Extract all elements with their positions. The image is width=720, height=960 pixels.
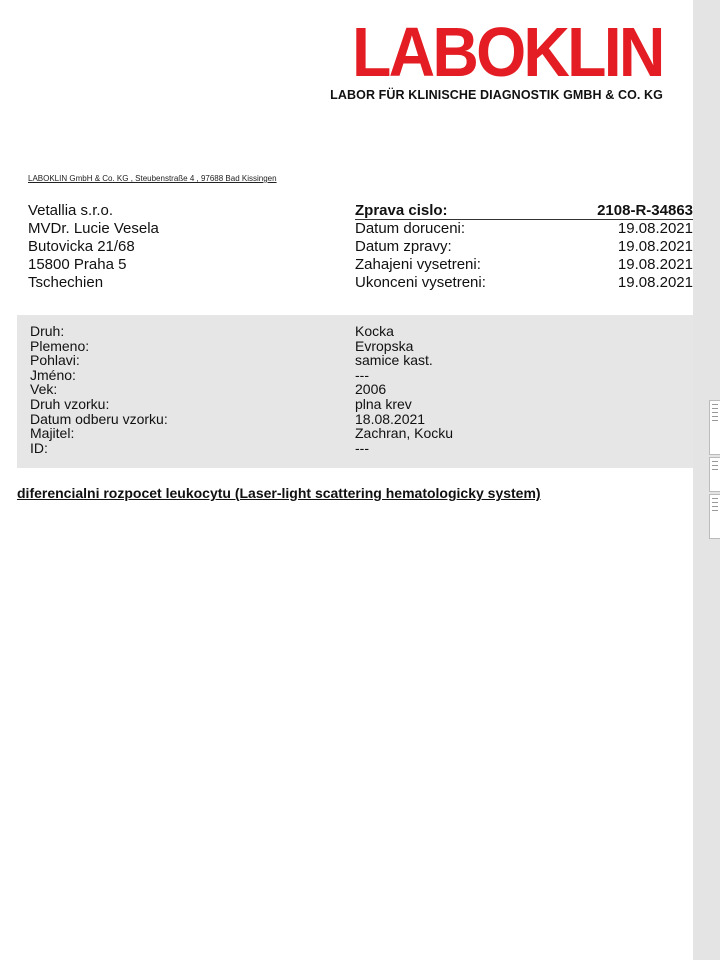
page-thumbnail[interactable] [709,494,720,539]
report-row [355,274,693,292]
report-label: Ukonceni vysetreni: [355,274,486,291]
address-line: Vetallia s.r.o. [28,202,114,219]
section-heading: diferencialni rozpocet leukocytu (Laser-light scattering hematologicky system) [17,485,541,501]
address-line: 15800 Praha 5 [28,256,127,273]
patient-value: Kocka [355,323,394,339]
report-row [355,238,693,256]
report-value: 19.08.2021 [617,238,693,255]
patient-value: 2006 [355,381,387,398]
report-value: 2108-R-34863 [597,202,693,219]
report-row [355,256,693,274]
patient-value: Evropska [355,337,414,354]
patient-labels [30,324,168,455]
patient-label: Plemeno: [30,337,90,354]
report-value: 19.08.2021 [617,274,693,291]
report-label: Zahajeni vysetreni: [355,256,481,273]
patient-label: Vek: [30,381,58,398]
logo-wordmark: LABOKLIN [352,13,663,91]
address-line: Butovicka 21/68 [28,238,135,255]
report-label: Datum zpravy: [355,238,452,255]
patient-value: Zachran, Kocku [355,425,454,442]
report-label: Zprava cislo: [355,202,448,219]
report-label: Datum doruceni: [355,220,466,237]
patient-value: plna krev [355,395,412,412]
report-value: 19.08.2021 [617,256,693,273]
patient-value: --- [355,439,369,456]
report-row [355,220,693,238]
report-info [355,202,693,292]
patient-value: --- [355,366,369,383]
page-thumbnail[interactable] [709,457,720,492]
recipient-address [28,202,159,292]
laboklin-logo [325,13,663,102]
patient-label: Datum odberu vzorku: [30,410,168,427]
address-line: Tschechien [28,274,104,291]
address-line: MVDr. Lucie Vesela [28,220,159,237]
patient-value: samice kast. [355,352,433,369]
patient-values [355,324,453,455]
logo-subtitle: LABOR FÜR KLINISCHE DIAGNOSTIK GMBH & CO. KG [330,88,663,102]
report-number-row [355,202,693,220]
patient-label: Majitel: [30,425,75,442]
sender-address-line: LABOKLIN GmbH & Co. KG , Steubenstraße 4 , 97688 Bad Kissingen [28,174,277,183]
patient-label: ID: [30,439,48,456]
page-thumbnail[interactable] [709,400,720,455]
patient-info-box [17,315,693,468]
report-value: 19.08.2021 [617,220,693,237]
patient-label: Pohlavi: [30,352,80,369]
patient-value: 18.08.2021 [355,410,426,427]
patient-label: Druh vzorku: [30,395,110,412]
patient-label: Jméno: [30,366,76,383]
patient-label: Druh: [30,323,65,339]
